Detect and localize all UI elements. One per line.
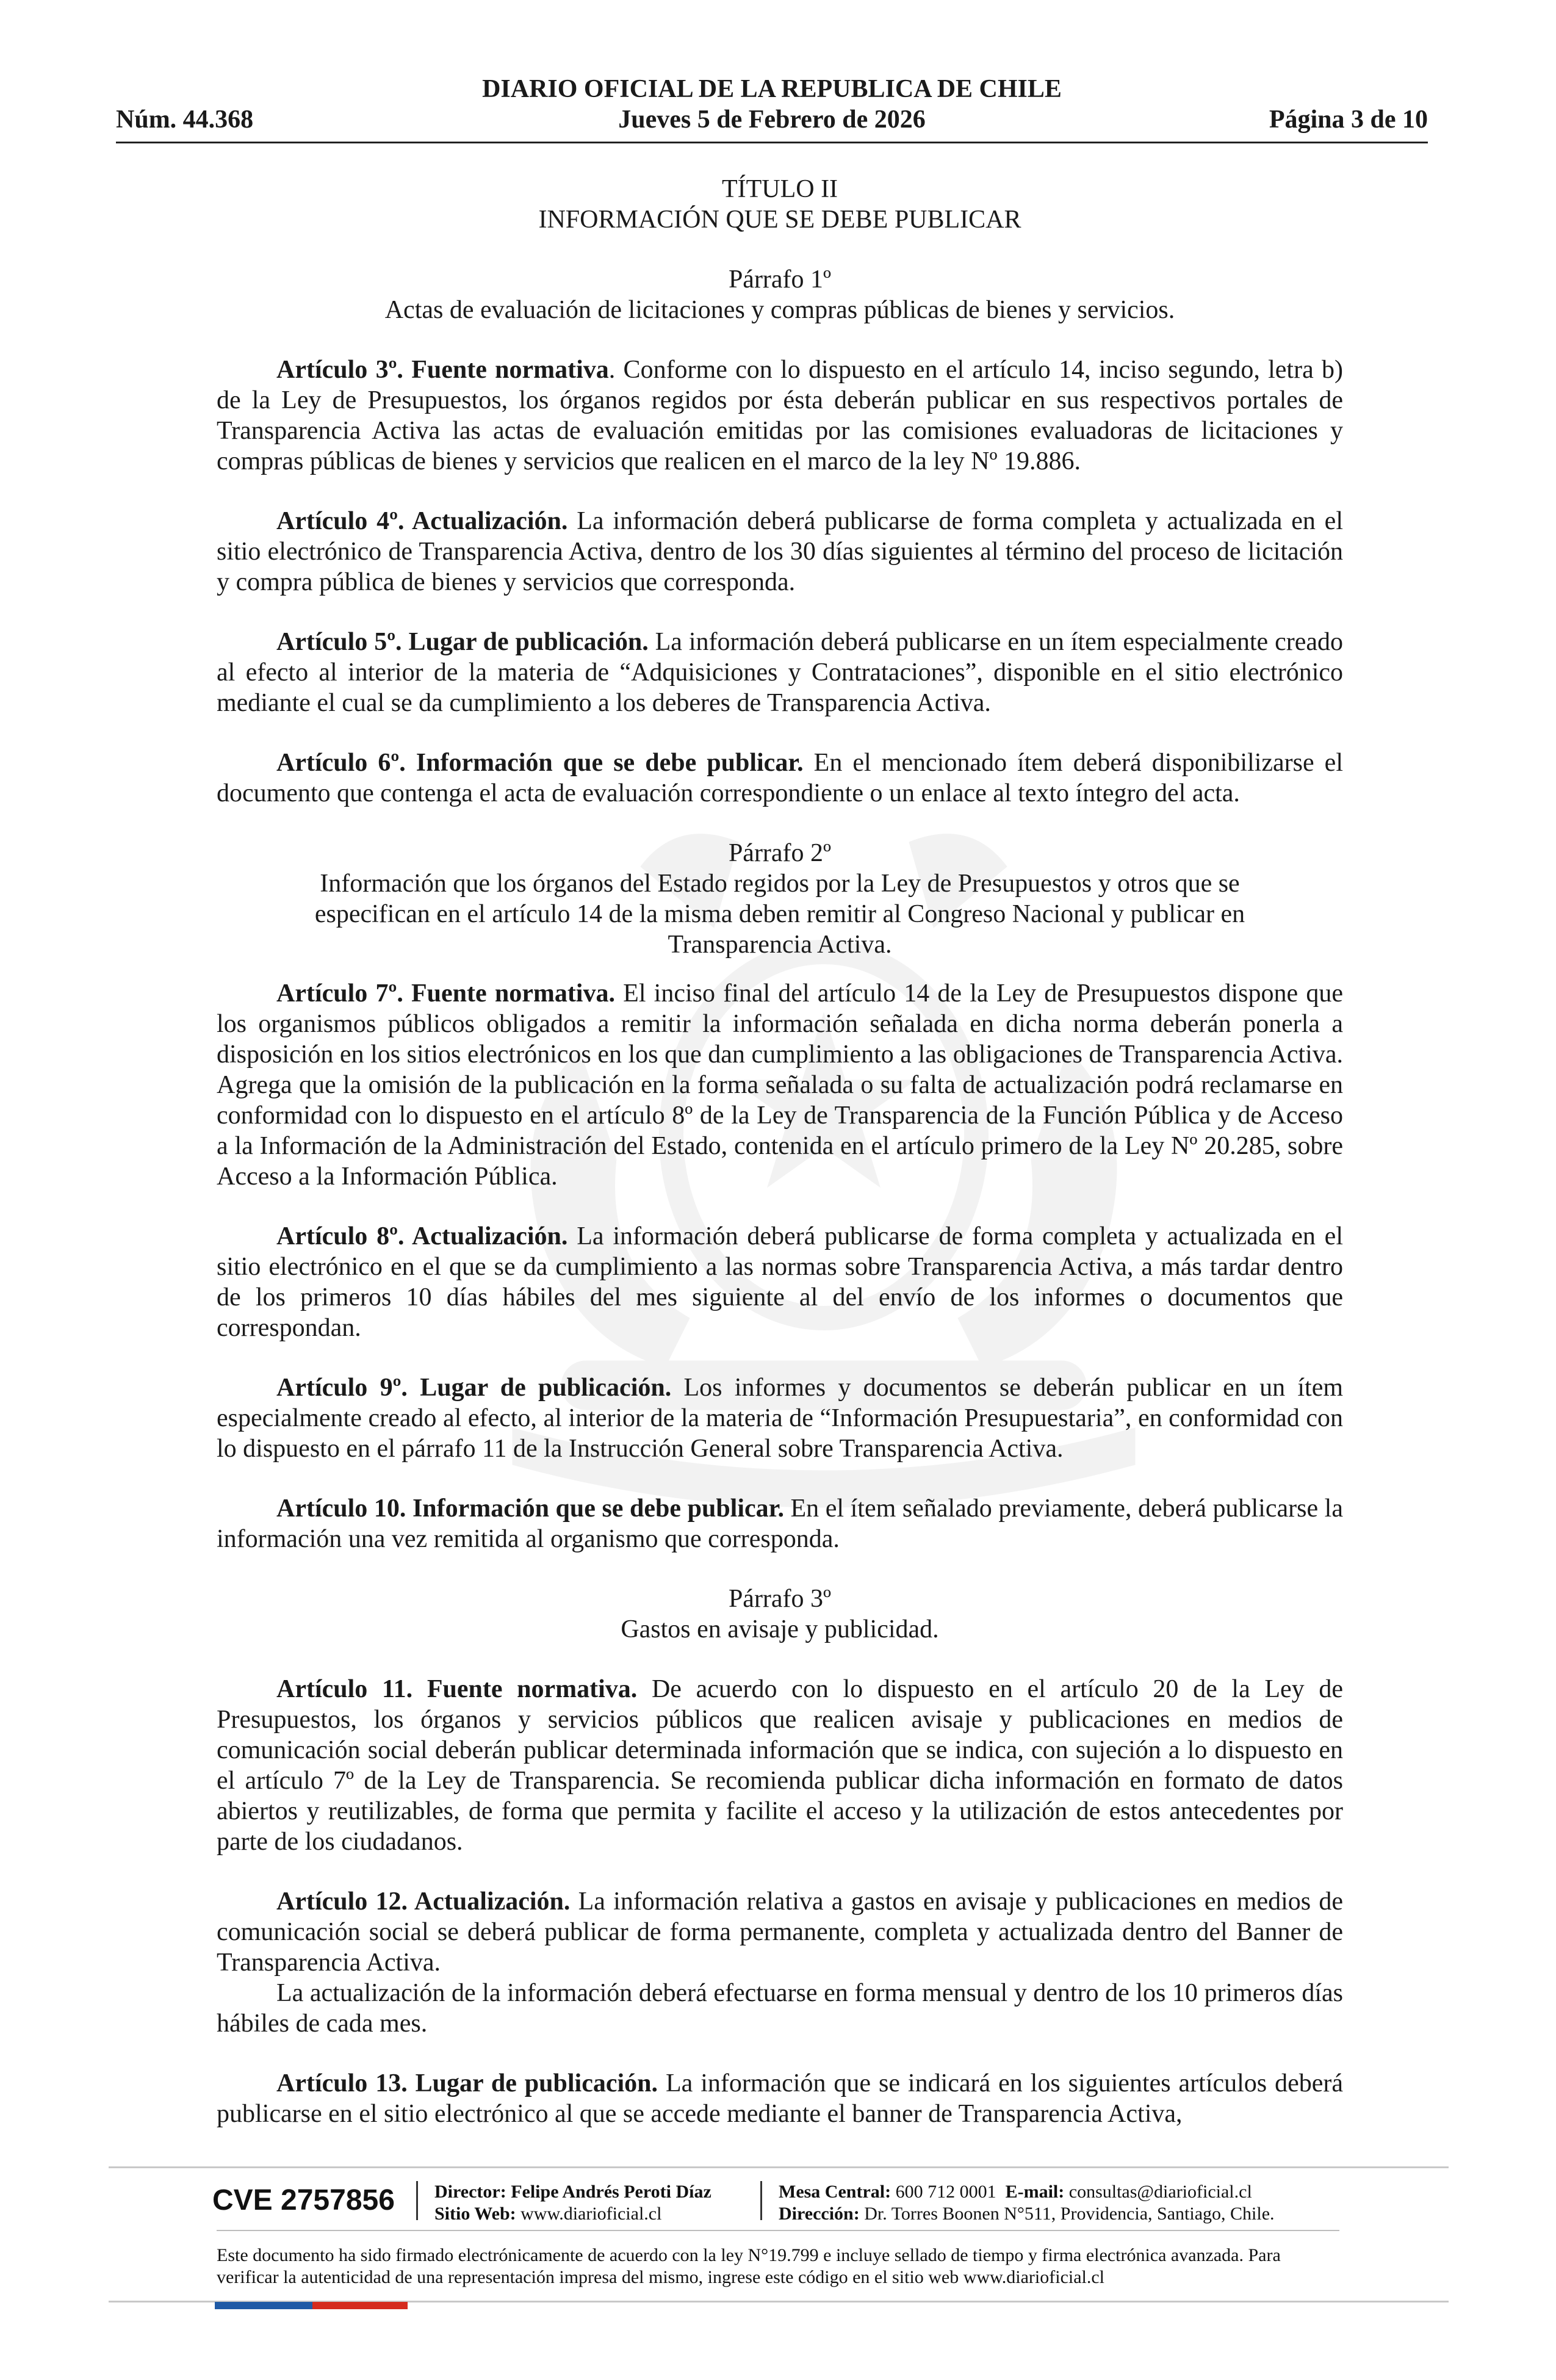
- article-12-label: Artículo 12. Actualización.: [276, 1888, 571, 1916]
- flag-bar-blue: [215, 2302, 312, 2309]
- article-5-label: Artículo 5º. Lugar de publicación.: [276, 628, 649, 656]
- page-header: [116, 74, 1428, 145]
- article-11-text: De acuerdo con lo dispuesto en el artículo 20 de la Ley de Presupuestos, los órganos y servicios públicos que realicen avisaje y publicaciones en medios de comunicación social deberán publicar determinada información que se indica, con sujeción a lo dispuesto en el artículo 7º de la Ley de Transparencia. Se recomienda publicar dicha información en formato de datos abiertos y reutilizables, de forma que permita y facilite el acceso y la utilización de estos antecedentes por parte de los ciudadanos.: [217, 1675, 1343, 1856]
- article-3-text: . Conforme con lo dispuesto en el artículo 14, inciso segundo, letra b) de la Ley de Presupuestos, los órganos regidos por ésta deberán publicar en sus respectivos portales de Transparencia Activa las actas de evaluación emitidas por las comisiones evaluadoras de licitaciones y compras públicas de bienes y servicios que realicen en el marco de la ley Nº 19.886.: [217, 356, 1343, 475]
- article-13-text: La información que se indicará en los siguientes artículos deberá publicarse en el sitio electrónico al que se accede mediante el banner de Transparencia Activa,: [217, 2069, 1343, 2128]
- parrafo-2-heading: Párrafo 2º: [728, 839, 832, 867]
- mesa-label: Mesa Central:: [779, 2182, 891, 2202]
- director-label: Director:: [434, 2182, 506, 2202]
- publication-title: DIARIO OFICIAL DE LA REPUBLICA DE CHILE: [482, 75, 1062, 103]
- director-value: Felipe Andrés Peroti Díaz: [511, 2182, 711, 2202]
- article-5: [217, 627, 1343, 718]
- footer-contact-info: [779, 2181, 1275, 2225]
- article-4-label: Artículo 4º. Actualización.: [276, 507, 568, 535]
- parrafo-3-subtitle: Gastos en avisaje y publicidad.: [621, 1615, 939, 1643]
- issue-date: Jueves 5 de Febrero de 2026: [618, 106, 926, 134]
- parrafo-1-heading: Párrafo 1º: [728, 265, 832, 294]
- article-6-label: Artículo 6º. Información que se debe publicar.: [276, 749, 804, 777]
- article-11: [217, 1674, 1343, 1857]
- article-8-label: Artículo 8º. Actualización.: [276, 1222, 568, 1250]
- address-value: Dr. Torres Boonen N°511, Providencia, Santiago, Chile.: [864, 2204, 1275, 2224]
- parrafo-1-subtitle: Actas de evaluación de licitaciones y compras públicas de bienes y servicios.: [384, 296, 1175, 324]
- article-12-text: La información relativa a gastos en avisaje y publicaciones en medios de comunicación social se deberá publicar de forma permanente, completa y actualizada dentro del Banner de Transparencia Activa.: [217, 1888, 1343, 1977]
- article-5-text: La información deberá publicarse en un ítem especialmente creado al efecto al interior de la materia de “Adquisiciones y Contrataciones”, disponible en el sitio electrónico mediante el cual se da cumplimiento a los deberes de Transparencia Activa.: [217, 628, 1343, 717]
- article-8: [217, 1221, 1343, 1343]
- article-10: [217, 1493, 1343, 1554]
- mesa-value: 600 712 0001: [895, 2182, 996, 2202]
- article-12: [217, 1886, 1343, 1978]
- article-7-text: El inciso final del artículo 14 de la Ley de Presupuestos dispone que los organismos públicos obligados a remitir la información señalada en dicha norma deberán ponerla a disposición en los sitios electrónicos en los que dan cumplimiento a las obligaciones de Transparencia Activa. Agrega que la omisión de la publicación en la forma señalada o su falta de actualización podrá reclamarse en conformidad con lo dispuesto en el artículo 8º de la Ley de Transparencia de la Función Pública y de Acceso a la Información de la Administración del Estado, contenida en el artículo primero de la Ley Nº 20.285, sobre Acceso a la Información Pública.: [217, 979, 1343, 1191]
- article-4: [217, 506, 1343, 597]
- header-divider: [116, 142, 1428, 143]
- article-8-text: La información deberá publicarse de forma completa y actualizada en el sitio electrónico en el que se da cumplimiento a las normas sobre Transparencia Activa, a más tardar dentro de los primeros 10 días hábiles del mes siguiente al del envío de los informes o documentos que correspondan.: [217, 1222, 1343, 1342]
- email-link[interactable]: consultas@diarioficial.cl: [1068, 2182, 1252, 2202]
- article-3: [217, 355, 1343, 477]
- article-13: [217, 2068, 1343, 2129]
- article-10-text: En el ítem señalado previamente, deberá publicarse la información una vez remitida al organismo que corresponda.: [217, 1495, 1343, 1553]
- article-9-text: Los informes y documentos se deberán publicar en un ítem especialmente creado al efecto, al interior de la materia de “Información Presupuestaria”, en conformidad con lo dispuesto en el párrafo 11 de la Instrucción General sobre Transparencia Activa.: [217, 1374, 1344, 1463]
- article-9: [217, 1372, 1343, 1464]
- article-7: [217, 978, 1343, 1192]
- footer-director-info: [434, 2181, 711, 2225]
- article-3-label: Artículo 3º. Fuente normativa: [276, 356, 609, 384]
- article-6-text: En el mencionado ítem deberá disponibilizarse el documento que contenga el acta de evaluación correspondiente o un enlace al texto íntegro del acta.: [217, 749, 1343, 807]
- parrafo-2-subtitle: Información que los órganos del Estado regidos por la Ley de Presupuestos y otros que se especifican en el artículo 14 de la misma deben remitir al Congreso Nacional y publicar en Transparencia Activa.: [314, 870, 1245, 959]
- article-4-text: La información deberá publicarse de forma completa y actualizada en el sitio electrónico de Transparencia Activa, dentro de los 30 días siguientes al término del proceso de licitación y compra pública de bienes y servicios que corresponda.: [217, 507, 1343, 596]
- article-9-label: Artículo 9º. Lugar de publicación.: [276, 1374, 672, 1402]
- article-12-paragraph-2: La actualización de la información deberá efectuarse en forma mensual y dentro de los 10 primeros días hábiles de cada mes.: [217, 1979, 1343, 2038]
- footer-mid-divider: [217, 2230, 1339, 2231]
- page-indicator: Página 3 de 10: [1269, 106, 1428, 134]
- signature-notice: Este documento ha sido firmado electrónicamente de acuerdo con la ley N°19.799 e incluye sellado de tiempo y firma electrónica avanzada. Para verificar la autenticidad de una representación impresa del mismo, ingrese este código en el sitio web www.diarioficial.cl: [217, 2245, 1281, 2287]
- website-link[interactable]: www.diarioficial.cl: [520, 2204, 662, 2224]
- email-label: E-mail:: [1005, 2182, 1065, 2202]
- title-heading: TÍTULO II: [721, 175, 838, 203]
- address-label: Dirección:: [779, 2204, 860, 2224]
- footer-top-divider: [109, 2166, 1449, 2168]
- parrafo-3-heading: Párrafo 3º: [728, 1585, 832, 1613]
- title-subheading: INFORMACIÓN QUE SE DEBE PUBLICAR: [538, 206, 1021, 234]
- article-13-label: Artículo 13. Lugar de publicación.: [276, 2069, 658, 2097]
- document-body: [217, 174, 1343, 2129]
- article-6: [217, 748, 1343, 809]
- article-7-label: Artículo 7º. Fuente normativa.: [276, 979, 615, 1008]
- footer-separator: [416, 2181, 418, 2220]
- article-11-label: Artículo 11. Fuente normativa.: [276, 1675, 638, 1703]
- cve-code: CVE 2757856: [212, 2184, 395, 2216]
- flag-bar-red: [312, 2302, 408, 2309]
- issue-number: Núm. 44.368: [116, 106, 254, 134]
- article-10-label: Artículo 10. Información que se debe publicar.: [276, 1495, 784, 1523]
- footer-separator: [760, 2181, 762, 2220]
- website-label: Sitio Web:: [434, 2204, 516, 2224]
